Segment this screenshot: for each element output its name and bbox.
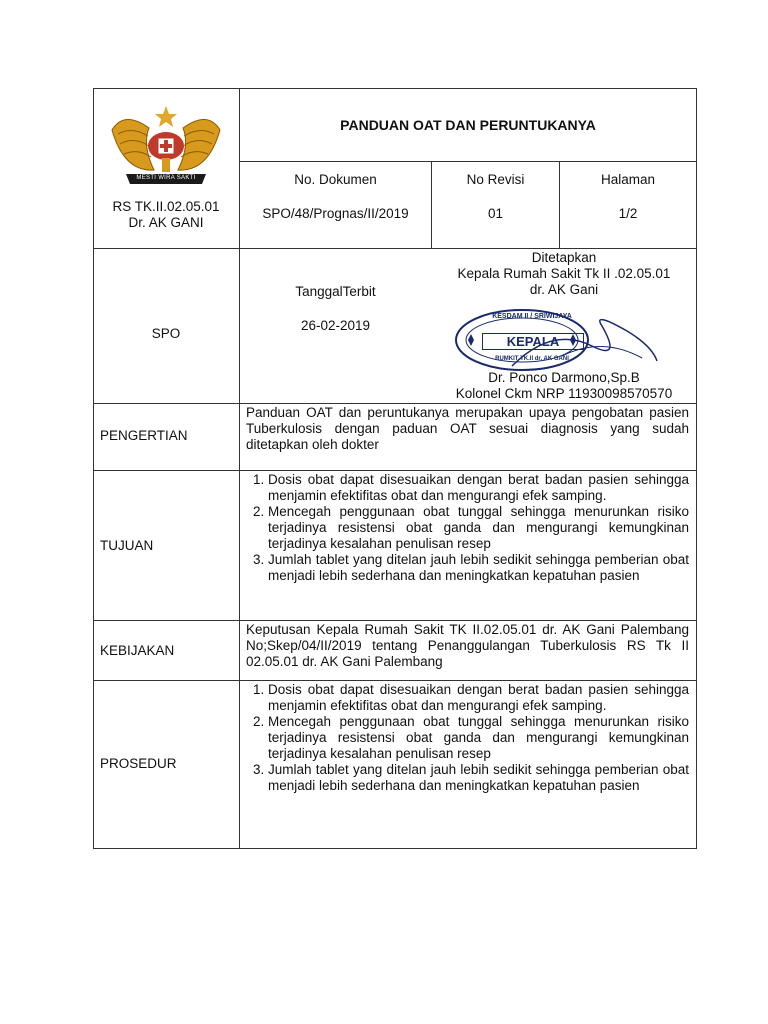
label-column-divider [239, 88, 240, 849]
pengertian-text: Panduan OAT dan peruntukanya merupakan upaya pengobatan pasien Tuberkulosis dengan paduan OAT sesuai diagnosis yang sudah ditetapkan oleh dokter [246, 405, 689, 452]
table-border-bottom [93, 848, 697, 849]
spo-label: SPO [151, 326, 181, 341]
prosedur-label: PROSEDUR [100, 756, 177, 771]
issue-date-label: TanggalTerbit [295, 284, 376, 299]
signer-name: Dr. Ponco Darmono,Sp.B [488, 370, 640, 385]
row-divider-prosedur [93, 680, 697, 681]
revision-label: No Revisi [466, 172, 525, 187]
list-item: 1. Dosis obat dapat disesuaikan dengan berat badan pasien sehingga menjamin efektifitas obat dan mengurangi efek samping. [268, 472, 689, 504]
hospital-name: Dr. AK GANI [128, 215, 204, 230]
stamp-text-center: KEPALA [482, 333, 584, 350]
doc-number-label: No. Dokumen [294, 172, 377, 187]
prosedur-list [246, 682, 689, 794]
list-item: 3. Jumlah tablet yang ditelan jauh lebih sedikit sehingga pemberian obat menjadi lebih sederhana dan meningkatkan kepatuhan pasien [268, 762, 689, 794]
hospital-code: RS TK.II.02.05.01 [112, 199, 220, 214]
logo-motto: MESTI WIRA SAKTI [136, 175, 196, 181]
page-label: Halaman [600, 172, 656, 187]
list-item: 2. Mencegah penggunaan obat tunggal sehingga menurunkan risiko terjadinya resistensi obat ganda dan mengurangi kemungkinan terjadinya kesalahan penulisan resep [268, 714, 689, 762]
row-divider-pengertian [93, 403, 697, 404]
logo-emblem-icon [104, 100, 228, 196]
issue-date-value: 26-02-2019 [300, 318, 371, 333]
doc-number-value: SPO/48/Prognas/II/2019 [262, 206, 409, 221]
row-divider-spo [93, 248, 697, 249]
header-divider [239, 161, 697, 162]
list-item: 3. Jumlah tablet yang ditelan jauh lebih sedikit sehingga pemberian obat menjadi lebih sederhana dan meningkatkan kepatuhan pasien [268, 552, 689, 584]
stamp-text-top: KESDAM II / SRIWIJAYA [492, 313, 572, 320]
row-divider-tujuan [93, 470, 697, 471]
row-divider-kebijakan [93, 620, 697, 621]
document-title: PANDUAN OAT DAN PERUNTUKANYA [340, 117, 596, 133]
signer-rank: Kolonel Ckm NRP 11930098570570 [455, 386, 673, 401]
revision-value: 01 [487, 206, 504, 221]
official-stamp [452, 306, 662, 376]
table-border-top [93, 88, 697, 89]
page-value: 1/2 [618, 206, 638, 221]
approved-label: Ditetapkan [531, 250, 597, 265]
kebijakan-label: KEBIJAKAN [100, 643, 175, 658]
list-item: 2. Mencegah penggunaan obat tunggal sehingga menurunkan risiko terjadinya resistensi obat ganda dan mengurangi kemungkinan terjadinya kesalahan penulisan resep [268, 504, 689, 552]
tujuan-list [246, 472, 689, 584]
pengertian-label: PENGERTIAN [100, 428, 188, 443]
hospital-logo [104, 100, 228, 196]
table-border-right [696, 88, 697, 849]
tujuan-label: TUJUAN [100, 538, 154, 553]
list-item: 1. Dosis obat dapat disesuaikan dengan berat badan pasien sehingga menjamin efektifitas obat dan mengurangi efek samping. [268, 682, 689, 714]
kebijakan-text: Keputusan Kepala Rumah Sakit TK II.02.05.01 dr. AK Gani Palembang No;Skep/04/II/2019 tentang Penanggulangan Tuberkulosis RS Tk II 02.05.01 dr. AK Gani Palembang [246, 622, 689, 669]
approver-title: Kepala Rumah Sakit Tk II .02.05.01 [457, 266, 671, 281]
stamp-text-bottom: RUMKIT TK.II dr. AK GANI [495, 356, 569, 362]
approver-unit: dr. AK Gani [529, 282, 599, 297]
